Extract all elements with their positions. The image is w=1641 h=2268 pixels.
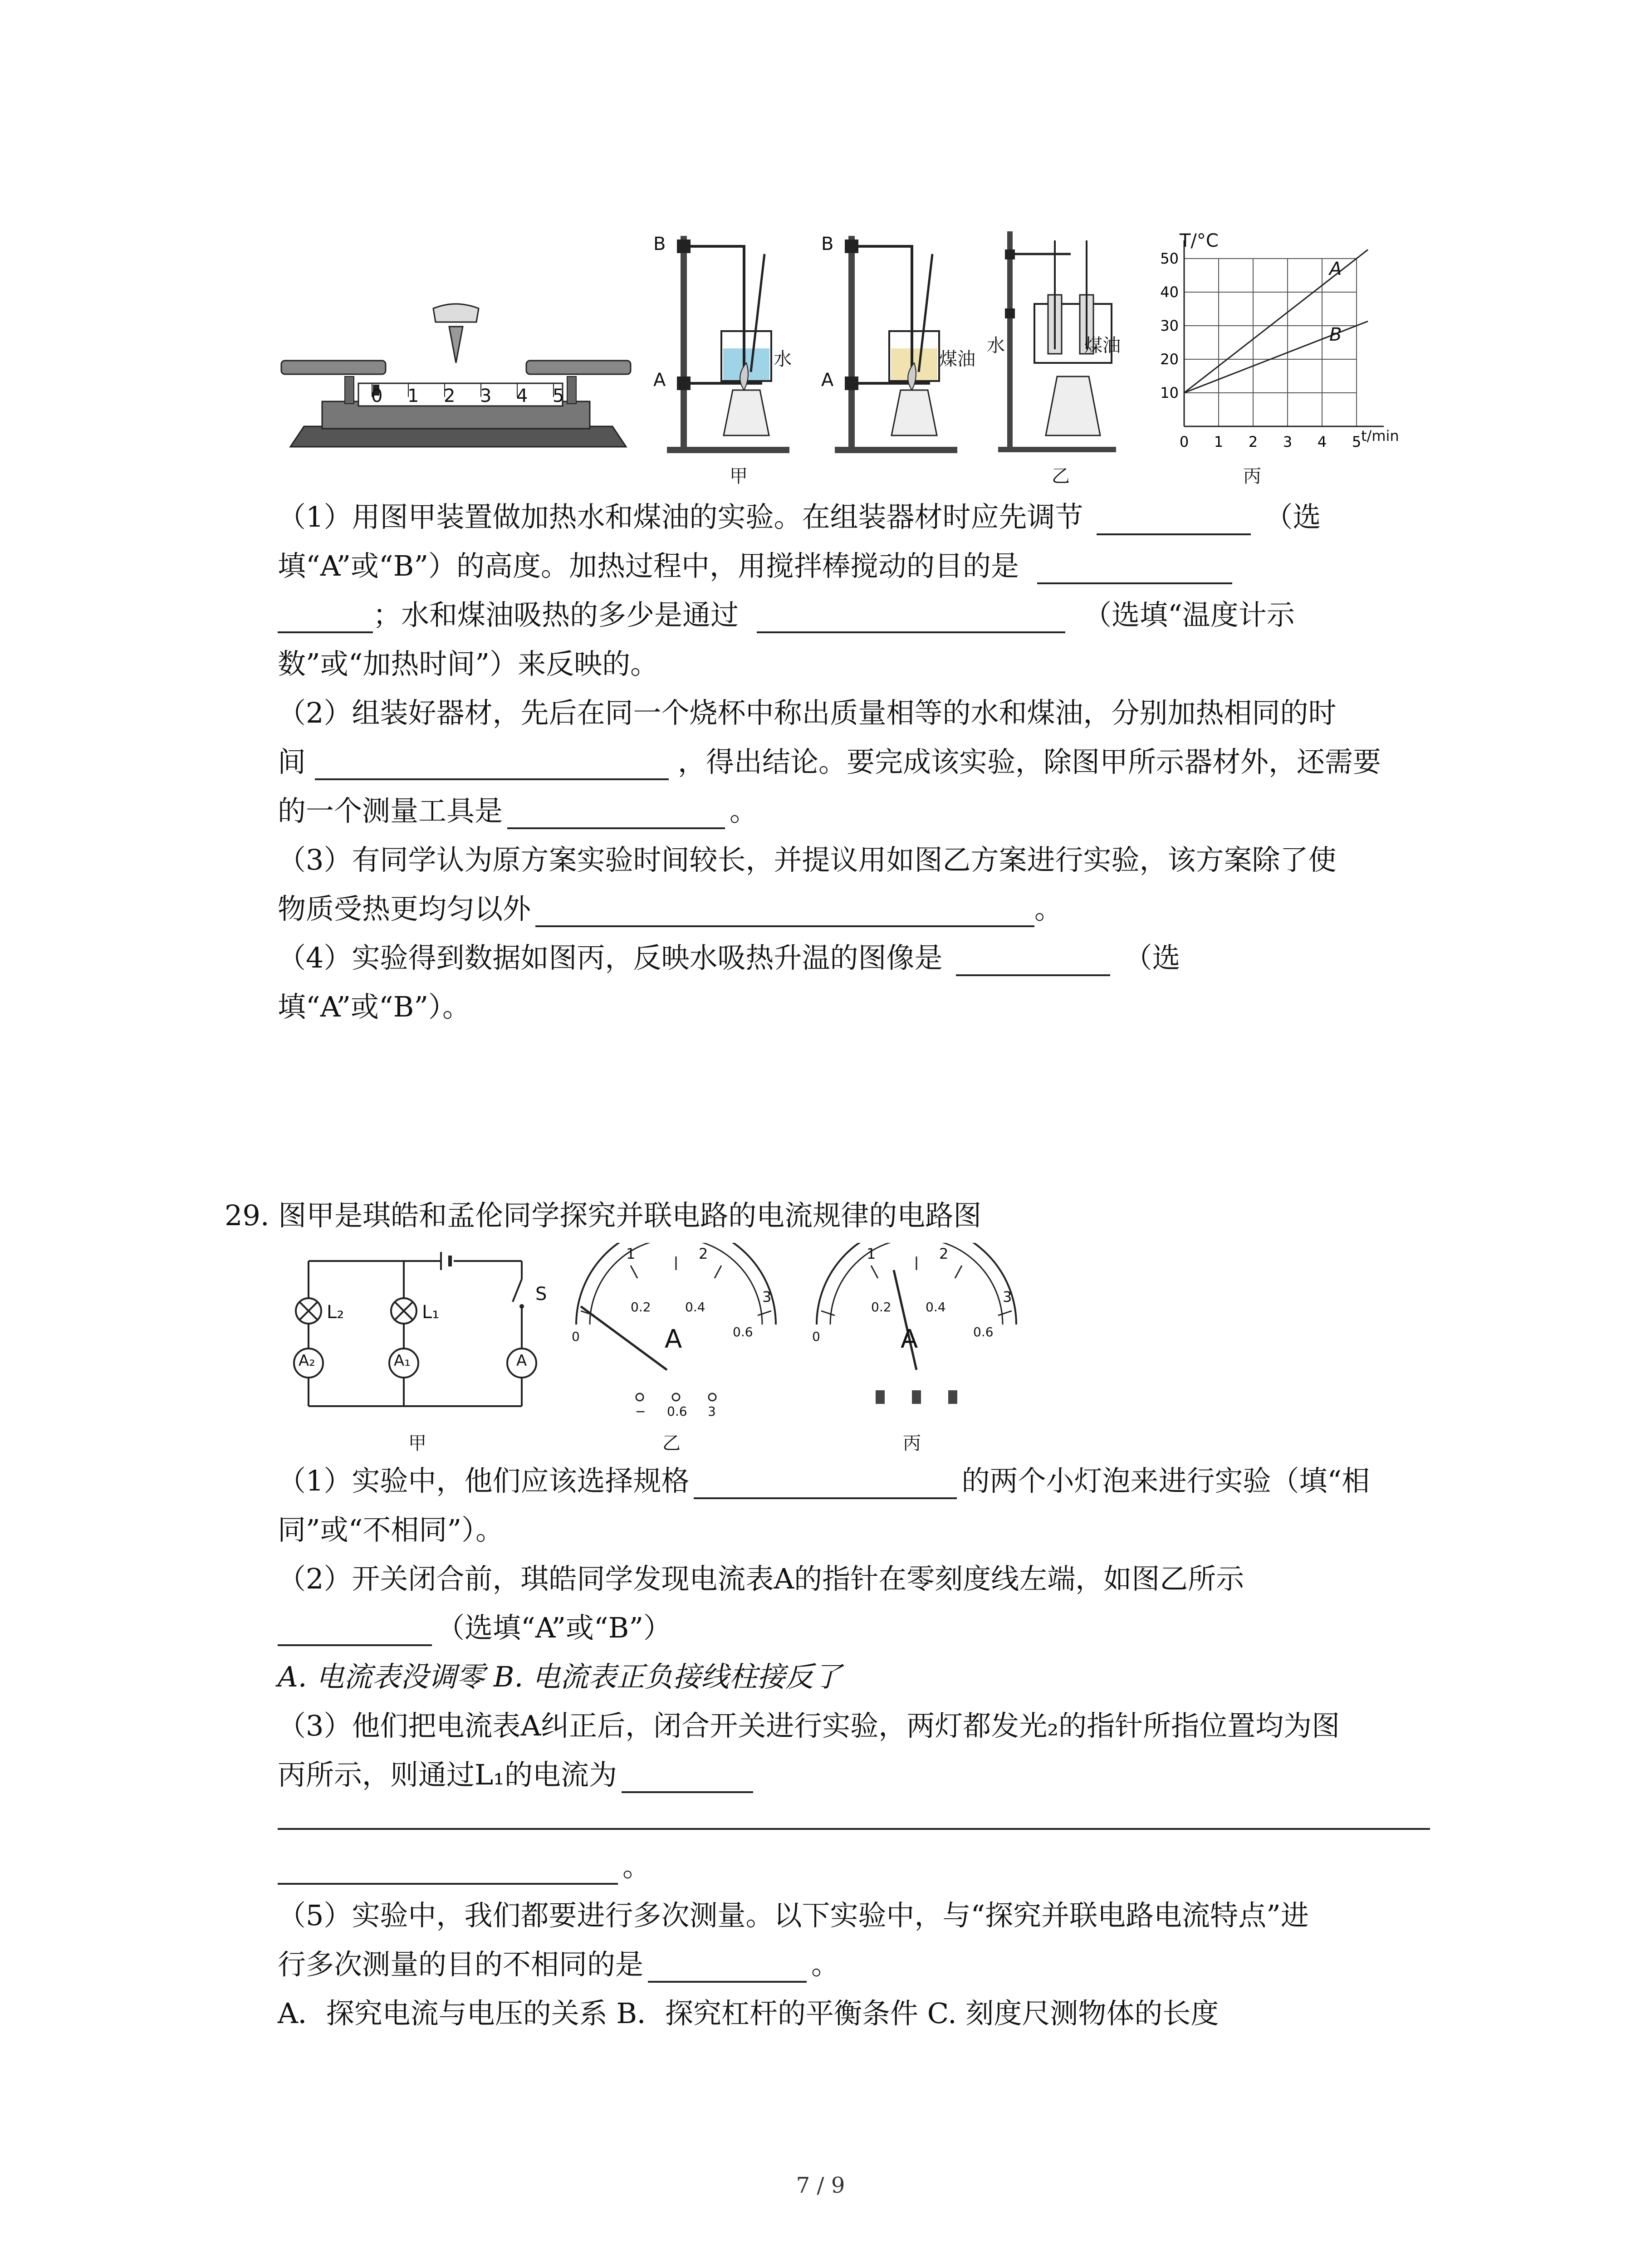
label-A-jia: A — [653, 370, 666, 391]
balance-tick-1: 1 — [407, 386, 419, 406]
q28-line-4: 数”或“加热时间”）来反映的。 — [278, 647, 659, 680]
ammeter-bing-scale-2: 2 — [939, 1245, 949, 1262]
q28-line-8: （3）有同学认为原方案实验时间较长，并提议用如图乙方案进行实验，该方案除了使 — [278, 843, 1337, 876]
q28-line-6 — [278, 744, 1381, 780]
circuit-A: A — [516, 1352, 527, 1370]
answer-blank-6[interactable] — [535, 895, 1034, 927]
circuit-A1: A₁ — [394, 1352, 411, 1370]
q29-line-7 — [278, 1757, 753, 1793]
heating-apparatus-water — [653, 227, 803, 458]
ammeter-bing-scale-06: 0.6 — [973, 1325, 994, 1339]
label-jia: 甲 — [730, 466, 748, 487]
answer-blank-2[interactable] — [1037, 552, 1232, 584]
graph-line-B-label: B — [1329, 324, 1342, 345]
q29-line-4 — [278, 1610, 671, 1646]
answer-blank-4[interactable] — [315, 748, 669, 780]
label-B-jia2: B — [821, 234, 834, 254]
label-kerosene-yi: 煤油 — [1084, 335, 1121, 356]
ammeter-bing-scale-02: 0.2 — [871, 1300, 892, 1315]
temperature-time-graph — [1152, 231, 1406, 449]
q29-line-8 — [278, 1848, 651, 1885]
answer-blank-10[interactable] — [622, 1761, 753, 1793]
answer-blank-11[interactable] — [278, 1853, 618, 1885]
ammeter-bing-scale-0: 0 — [812, 1329, 820, 1344]
answer-blank-1[interactable] — [1097, 503, 1251, 535]
q28-part4-note: （选 — [1124, 941, 1181, 974]
answer-blank-7[interactable] — [956, 944, 1110, 976]
balance-figure — [277, 290, 635, 463]
q29-part3-text: 丙所示，则通过L₁的电流为 — [278, 1758, 617, 1791]
y-tick-label: 10 — [1160, 384, 1179, 401]
q28-part2-end: 。 — [730, 794, 758, 827]
q28-line-11: 填“A”或“B”）。 — [278, 990, 471, 1023]
q29-line-9: （5）实验中，我们都要进行多次测量。以下实验中，与“探究并联电路电流特点”进 — [278, 1899, 1309, 1932]
circuit-L1: L₁ — [422, 1302, 440, 1323]
x-tick-label: 2 — [1248, 433, 1258, 449]
circuit-S: S — [535, 1284, 547, 1305]
ammeter-yi-term-3: 3 — [708, 1404, 716, 1419]
q29-line-5: A. 电流表没调零 B. 电流表正负接线柱接反了 — [278, 1660, 842, 1693]
answer-blank-8[interactable] — [694, 1467, 957, 1499]
ammeter-bing-scale-04: 0.4 — [926, 1300, 946, 1315]
x-tick-label: 4 — [1317, 433, 1327, 449]
label-water-jia: 水 — [774, 349, 792, 370]
q29-line-10 — [278, 1946, 839, 1983]
circuit-L2: L₂ — [327, 1302, 344, 1323]
label-ammeter-yi: 乙 — [662, 1433, 681, 1454]
label-circuit-jia: 甲 — [408, 1433, 426, 1454]
answer-blank-3[interactable] — [757, 601, 1065, 633]
label-ammeter-bing: 丙 — [903, 1433, 921, 1454]
q28-part3-end: 。 — [1034, 892, 1063, 925]
q29-part1-text: （1）实验中，他们应该选择规格 — [278, 1464, 690, 1497]
y-tick-label: 50 — [1160, 250, 1179, 267]
graph-ylabel: T/°C — [1180, 230, 1219, 251]
ammeter-yi-scale-2: 2 — [699, 1245, 708, 1262]
ammeter-yi-scale-3: 3 — [762, 1288, 772, 1305]
label-yi: 乙 — [1052, 466, 1070, 487]
q29-line-1 — [278, 1463, 1370, 1499]
q29-part5-end: 。 — [811, 1948, 840, 1981]
q29-line-2: 同”或“不相同”）。 — [278, 1513, 504, 1546]
label-B-jia: B — [653, 234, 666, 254]
ammeter-bing-scale-3: 3 — [1003, 1288, 1012, 1305]
x-tick-label: 5 — [1352, 433, 1362, 449]
q29-line-3: （2）开关闭合前，琪皓同学发现电流表A的指针在零刻度线左端，如图乙所示 — [278, 1562, 1244, 1595]
circuit-A2: A₂ — [299, 1352, 315, 1370]
answer-blank-5[interactable] — [507, 797, 725, 829]
q28-part2-text2: ，得出结论。要完成该实验，除图甲所示器材外，还需要 — [678, 745, 1381, 778]
ammeter-yi-term-06: 0.6 — [667, 1404, 687, 1419]
graph-line-A-label: A — [1329, 259, 1342, 279]
q28-line-1 — [278, 499, 1321, 535]
ammeter-yi-scale-06: 0.6 — [733, 1325, 753, 1339]
balance-tick-3: 3 — [480, 386, 492, 406]
q28-part2-text: 间 — [278, 745, 306, 778]
answer-line-long[interactable] — [278, 1828, 1430, 1830]
balance-tick-5: 5 — [553, 386, 564, 406]
x-tick-label: 0 — [1179, 433, 1189, 449]
parallel-circuit-diagram — [286, 1252, 540, 1415]
x-tick-label: 1 — [1214, 433, 1224, 449]
q29-part5-text: 行多次测量的目的不相同的是 — [278, 1948, 644, 1981]
ammeter-yi-term-neg: − — [635, 1404, 646, 1419]
balance-tick-4: 4 — [516, 386, 528, 406]
page-number: 7 / 9 — [796, 2173, 845, 2198]
x-tick-label: 3 — [1283, 433, 1293, 449]
q28-line-3 — [278, 597, 1295, 633]
ammeter-yi-scale-0: 0 — [572, 1329, 580, 1344]
ammeter-bing-scale-1: 1 — [867, 1245, 876, 1262]
q28-part2-text3: 的一个测量工具是 — [278, 794, 503, 827]
label-water-yi: 水 — [987, 335, 1005, 356]
q28-part1-text3: ；水和煤油吸热的多少是通过 — [373, 598, 739, 631]
ammeter-yi-A: A — [665, 1325, 682, 1354]
answer-blank-9[interactable] — [278, 1614, 432, 1646]
q29-line-11: A．探究电流与电压的关系 B．探究杠杆的平衡条件 C. 刻度尺测物体的长度 — [278, 1997, 1219, 2030]
graph-xlabel: t/min — [1361, 427, 1399, 445]
q28-part1-text: （1）用图甲装置做加热水和煤油的实验。在组装器材时应先调节 — [278, 500, 1083, 533]
q28-line-7 — [278, 793, 758, 829]
ammeter-yi-scale-02: 0.2 — [631, 1300, 651, 1315]
q28-line-9 — [278, 891, 1063, 927]
q28-line-5: （2）组装好器材，先后在同一个烧杯中称出质量相等的水和煤油，分别加热相同的时 — [278, 696, 1337, 729]
balance-tick-0: 0 — [371, 386, 383, 406]
y-tick-label: 30 — [1160, 317, 1179, 334]
q28-part1-note2: （选填“温度计示 — [1083, 598, 1295, 631]
q29-line8-end: 。 — [622, 1850, 651, 1883]
ammeter-yi-scale-04: 0.4 — [685, 1300, 705, 1315]
q28-line-10 — [278, 940, 1180, 976]
q29-line-6: （3）他们把电流表A纠正后，闭合开关进行实验，两灯都发光₂的指针所指位置均为图 — [278, 1709, 1340, 1742]
ammeter-yi-scale-1: 1 — [626, 1245, 636, 1262]
q29-part2-note: （选填“A”或“B”） — [436, 1611, 672, 1644]
ammeter-bing-A: A — [901, 1325, 918, 1354]
answer-blank-12[interactable] — [648, 1951, 807, 1983]
q28-part4-text: （4）实验得到数据如图丙，反映水吸热升温的图像是 — [278, 941, 943, 974]
y-tick-label: 20 — [1160, 351, 1179, 368]
y-tick-label: 40 — [1160, 284, 1179, 301]
q29-title: 29. 图甲是琪皓和孟伦同学探究并联电路的电流规律的电路图 — [225, 1199, 982, 1232]
q28-part1-text2: 填“A”或“B”）的高度。加热过程中，用搅拌棒搅动的目的是 — [278, 549, 1019, 582]
label-bing: 丙 — [1243, 466, 1261, 487]
q28-line-2 — [278, 548, 1232, 584]
q29-part1-note: 的两个小灯泡来进行实验（填“相 — [961, 1464, 1370, 1497]
label-A-jia2: A — [821, 370, 834, 391]
label-kerosene-jia: 煤油 — [939, 349, 975, 370]
balance-tick-2: 2 — [444, 386, 456, 406]
q28-part1-note: （选 — [1264, 500, 1321, 533]
q28-part3-text: 物质受热更均匀以外 — [278, 892, 531, 925]
answer-blank-2b[interactable] — [278, 601, 373, 633]
heating-apparatus-kerosene — [821, 227, 971, 458]
